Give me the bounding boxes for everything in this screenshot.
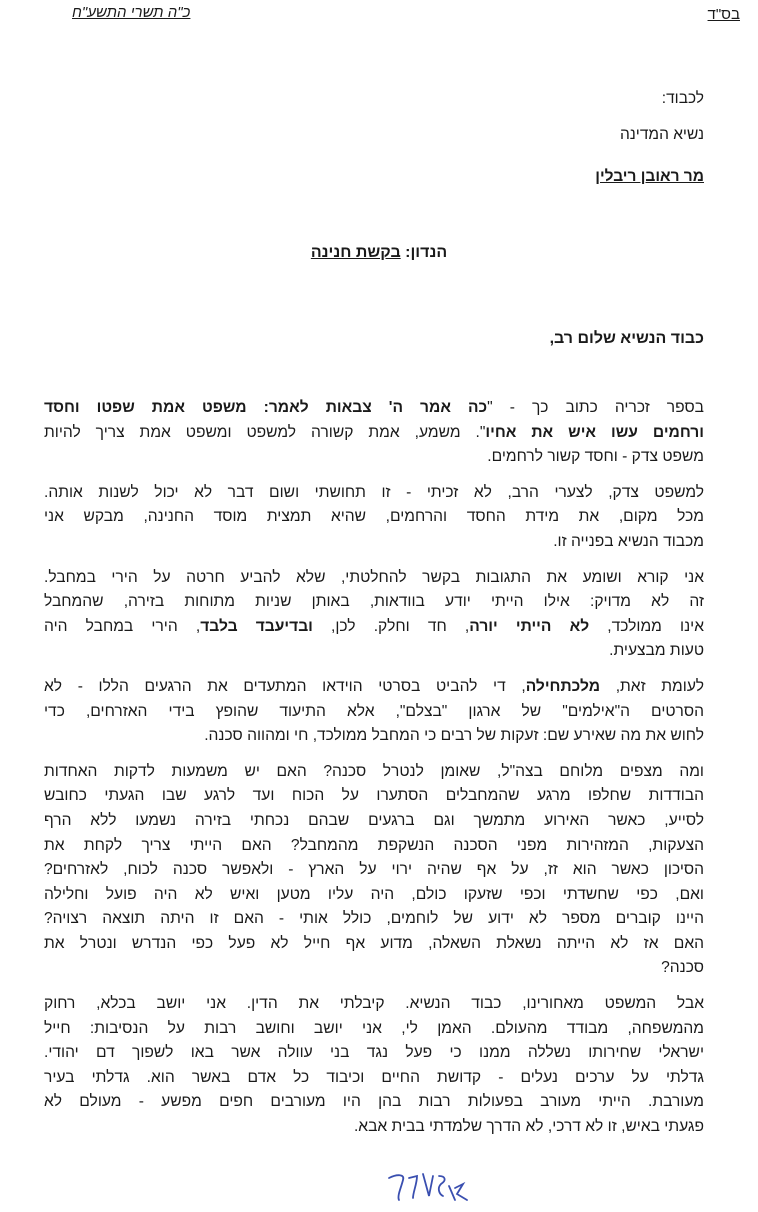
text: ישראלי שחירותו נשללה ממנו כי פעל נגד בני עוולה אשר באו לשפוך דם יהודי. — [44, 1044, 704, 1062]
paragraph-line — [44, 834, 704, 859]
paragraph-line — [44, 639, 704, 664]
text: מכבוד הנשיא בפנייה זו. — [553, 532, 704, 550]
body-paragraph — [44, 566, 704, 664]
bold-text: לא הייתי יורה — [469, 617, 590, 635]
text: הסיכון כאשר הוא זז, על אף שהיה ירוי על הארץ - ולאפשר סכנה לכוח, לאזרחים? — [44, 861, 704, 879]
text: גדלתי על ערכים נעלים - קדושת החיים וכיבוד כל אדם באשר הוא. גדלתי בעיר — [44, 1068, 704, 1086]
text: אינו ממולכד, — [589, 617, 705, 635]
text: , די להביט בסרטי הוידאו המתעדים את הרגעים הללו - לא — [44, 677, 526, 695]
subject-line — [0, 244, 758, 262]
paragraph-line — [44, 907, 704, 932]
paragraph-line — [44, 1115, 704, 1140]
text: ומה מצפים מלוחם בצה"ל, שאומן לנטרל סכנה? האם יש משמעות לדקות האחדות — [44, 762, 704, 780]
paragraph-line — [44, 883, 704, 908]
addressee-title: נשיא המדינה — [619, 126, 704, 143]
text: זה לא מדויק: אילו הייתי יודע בוודאות, באותן שניות מתוחות בזירה, שהמחבל — [44, 593, 704, 611]
body-paragraph — [44, 760, 704, 981]
text: ואם, כפי שחשדתי וכפי שזעקו כולם, היה עליו מטען ואיש לא היה פועל וחלילה — [44, 885, 704, 903]
bold-text: ורחמים עשו איש את אחיו — [485, 423, 704, 441]
paragraph-line — [44, 530, 704, 555]
text: מכל מקום, את מידת החסד והרחמים, שהיא תמצית מוסד החנינה, מבקש אני — [44, 508, 704, 526]
paragraph-line — [44, 1017, 704, 1042]
paragraph-line — [44, 421, 704, 446]
letter-date: כ"ה תשרי התשע"ח — [72, 4, 191, 21]
text: , חד וחלק. לכן, — [312, 617, 470, 635]
subject-text: בקשת חנינה — [310, 244, 401, 261]
text: פגעתי באיש, זו לא דרכי, לא הדרך שלמדתי בבית אבא. — [353, 1118, 704, 1136]
paragraph-line — [44, 932, 704, 957]
text: הצעקות, המזהירות מפני הסכנה הנשקפת מהמחבל? האם הייתי צריך לקחת את — [44, 836, 704, 854]
paragraph-line — [44, 590, 704, 615]
text: האם אז לא הייתה נשאלת השאלה, מדוע אף חייל לא פעל כפי הנדרש ונטרל את — [44, 934, 704, 952]
paragraph-line — [44, 1090, 704, 1115]
text: אבל המשפט מאחורינו, כבוד הנשיא. קיבלתי את הדין. אני יושב בכלא, רחוק — [44, 995, 704, 1013]
paragraph-line — [44, 760, 704, 785]
text: טעות מבצעית. — [609, 642, 704, 660]
handwritten-signature — [383, 1166, 473, 1211]
paragraph-line — [44, 566, 704, 591]
text: , הירי במחבל היה — [44, 617, 201, 635]
text: סכנה? — [661, 959, 704, 977]
letter-body — [44, 396, 704, 1151]
bold-text: ובדיעבד בלבד — [200, 617, 313, 635]
text: ". משמע, אמת קשורה למשפט ומשפט אמת צריך להיות — [44, 423, 486, 441]
paragraph-line — [44, 505, 704, 530]
addressee-name: מר ראובן ריבלין — [595, 168, 704, 185]
paragraph-line — [44, 481, 704, 506]
text: אני קורא ושומע את התגובות בקשר להחלטתי, שלא להביע חרטה על הירי במחבל. — [44, 568, 704, 586]
text: מהמשפחה, מבודד מהעולם. האמן לי, אני יושב וחושב רבות על הנסיבות: חייל — [44, 1019, 704, 1037]
paragraph-line — [44, 700, 704, 725]
text: היינו קוברים מספר לא ידוע של לוחמים, כולל אותי - האם זו היתה תוצאה רצויה? — [44, 910, 704, 928]
bsd-header: בס"ד — [707, 6, 740, 23]
paragraph-line — [44, 615, 704, 640]
paragraph-line — [44, 956, 704, 981]
body-paragraph — [44, 675, 704, 749]
text: למשפט צדק, לצערי הרב, לא זכיתי - זו תחושתי ושום דבר לא יכול לשנות אותה. — [44, 483, 704, 501]
paragraph-line — [44, 675, 704, 700]
text: בספר זכריה כתוב כך - " — [487, 399, 704, 416]
bold-text: כה אמר ה' צבאות לאמר: משפט אמת שפטו וחסד — [44, 399, 488, 416]
text: לעומת זאת, — [600, 677, 705, 695]
text: משפט צדק - וחסד קשור לרחמים. — [487, 448, 704, 466]
body-paragraph — [44, 396, 704, 470]
body-paragraph — [44, 992, 704, 1140]
subject-label: הנדון: — [405, 244, 448, 261]
paragraph-line — [44, 1041, 704, 1066]
paragraph-line — [44, 724, 704, 749]
paragraph-line — [44, 992, 704, 1017]
text: לחוש את מה שאירע שם: זעקות של רבים כי המחבל ממולכד, חי ומהווה סכנה. — [204, 727, 704, 745]
paragraph-line — [44, 809, 704, 834]
greeting: כבוד הנשיא שלום רב, — [549, 330, 704, 347]
paragraph-line — [44, 445, 704, 470]
addressee-salutation: לכבוד: — [661, 90, 704, 107]
paragraph-line — [44, 784, 704, 809]
text: לסייע, כאשר האירוע מתמשך וגם ברגעים שבהם נכחתי בזירה נשמעו ללא הרף — [44, 811, 704, 829]
text: הסרטים ה"אילמים" של ארגון "בצלם", אלא התיעוד שהופץ בידי האזרחים, כדי — [44, 702, 704, 720]
bold-text: מלכתחילה — [525, 677, 601, 695]
paragraph-line — [44, 396, 704, 421]
text: מעורבת. הייתי מעורב בפעולות רבות בהן היו מעורבים חפים מפשע - מעולם לא — [44, 1093, 704, 1111]
text: הבודדות שחלפו מרגע שהמחבלים הסתערו על הכוח ועד לרגע שבו הגעתי כחובש — [44, 787, 704, 805]
paragraph-line — [44, 1066, 704, 1091]
paragraph-line — [44, 858, 704, 883]
body-paragraph — [44, 481, 704, 555]
